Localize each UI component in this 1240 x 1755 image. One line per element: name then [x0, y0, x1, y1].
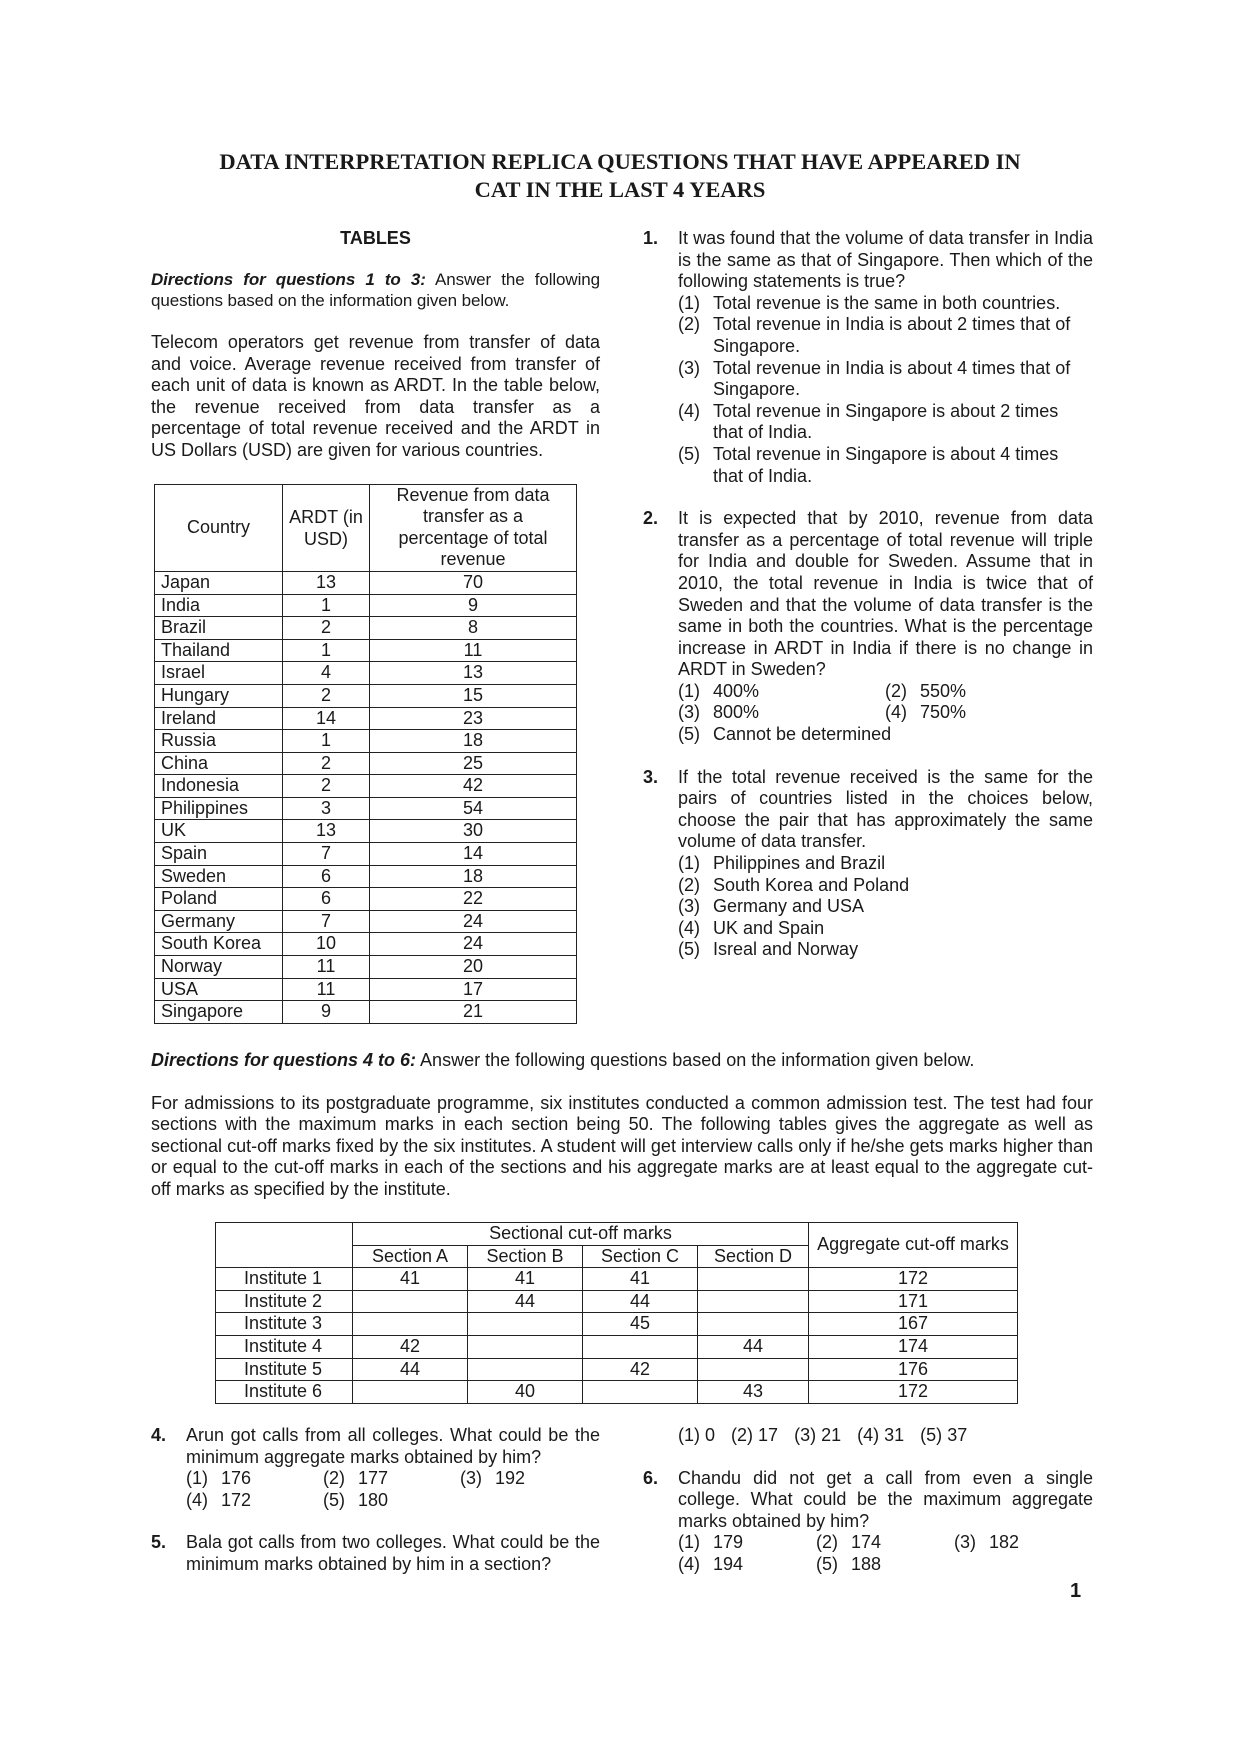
bottom-left-column	[151, 1425, 600, 1576]
revenue-percent-cell: 17	[370, 978, 577, 1001]
option-number: (1)	[186, 1468, 208, 1489]
table-row	[155, 684, 577, 707]
option-number: (3)	[460, 1468, 482, 1489]
header-aggregate: Aggregate cut-off marks	[809, 1223, 1018, 1268]
revenue-percent-cell: 11	[370, 639, 577, 662]
table-row	[155, 956, 577, 979]
country-cell: Thailand	[155, 639, 283, 662]
table-row	[155, 571, 577, 594]
table-row	[155, 752, 577, 775]
table-header-row	[155, 484, 577, 571]
country-cell: Spain	[155, 843, 283, 866]
ardt-cell: 7	[283, 910, 370, 933]
header-section-a: Section A	[353, 1245, 468, 1268]
option	[678, 1554, 816, 1576]
section-d-cell: 44	[698, 1335, 809, 1358]
option-text: 176	[221, 1468, 252, 1489]
option-text: 0	[705, 1425, 716, 1445]
option-number: (4)	[678, 917, 700, 938]
option-text: 180	[358, 1489, 389, 1510]
directions-2-text: Answer the following questions based on the information given below.	[416, 1050, 975, 1070]
directions-1-label: Directions for questions 1 to 3:	[151, 270, 426, 289]
option-number: (2)	[816, 1532, 838, 1553]
section-d-cell	[698, 1290, 809, 1313]
option-number: (5)	[678, 939, 700, 960]
question-stem: If the total revenue received is the same for the pairs of countries listed in the choices below, choose the pair that has approximately the same volume of data transfer.	[678, 766, 1093, 852]
country-cell: USA	[155, 978, 283, 1001]
option-number: (5)	[920, 1425, 943, 1445]
table-row	[155, 933, 577, 956]
country-cell: Japan	[155, 571, 283, 594]
option-text: Total revenue is the same in both countries.	[713, 292, 1061, 313]
table-row	[155, 978, 577, 1001]
country-cell: Philippines	[155, 797, 283, 820]
ardt-cell: 1	[283, 594, 370, 617]
option-row	[678, 681, 1093, 703]
option-number: (4)	[186, 1489, 208, 1510]
ardt-cell: 11	[283, 978, 370, 1001]
directions-2-block	[151, 1050, 1093, 1201]
section-b-cell: 41	[468, 1268, 583, 1291]
table-row	[155, 797, 577, 820]
section-a-cell: 41	[353, 1268, 468, 1291]
option-text: 550%	[920, 680, 967, 701]
passage-1: Telecom operators get revenue from transfer of data and voice. Average revenue received from transfer of each unit of data is known as ARDT. In the table below, the revenue received from data transfer as a percentage of total revenue received and the ARDT in US Dollars (USD) are given for various countries.	[151, 332, 600, 460]
section-d-cell	[698, 1268, 809, 1291]
ardt-cell: 6	[283, 865, 370, 888]
aggregate-cell: 176	[809, 1358, 1018, 1381]
option-number: (3)	[954, 1532, 976, 1553]
table-row	[155, 594, 577, 617]
country-cell: Indonesia	[155, 775, 283, 798]
ardt-cell: 9	[283, 1001, 370, 1024]
institute-cell: Institute 4	[216, 1335, 353, 1358]
option-number: (2)	[678, 874, 700, 895]
question-stem: Bala got calls from two colleges. What could be the minimum marks obtained by him in a section?	[186, 1532, 600, 1574]
option-text: Isreal and Norway	[713, 939, 859, 960]
option-number: (2)	[731, 1425, 754, 1445]
option	[323, 1490, 388, 1512]
institute-cell: Institute 5	[216, 1358, 353, 1381]
option	[460, 1468, 525, 1490]
option-number: (4)	[885, 702, 907, 723]
ardt-cell: 1	[283, 730, 370, 753]
country-cell: Ireland	[155, 707, 283, 730]
option-number: (2)	[323, 1468, 345, 1489]
option	[857, 1425, 904, 1447]
ardt-cell: 10	[283, 933, 370, 956]
aggregate-cell: 172	[809, 1268, 1018, 1291]
option	[678, 444, 1093, 487]
option-number: (5)	[678, 724, 700, 745]
revenue-percent-cell: 23	[370, 707, 577, 730]
ardt-cell: 6	[283, 888, 370, 911]
option	[678, 702, 885, 724]
option	[794, 1425, 841, 1447]
option-text: 21	[821, 1425, 842, 1445]
section-a-cell	[353, 1313, 468, 1336]
ardt-cell: 2	[283, 752, 370, 775]
option-number: (2)	[885, 680, 907, 701]
option-row	[186, 1468, 600, 1490]
question-6	[643, 1468, 1093, 1576]
revenue-percent-cell: 30	[370, 820, 577, 843]
option-text: 172	[221, 1489, 252, 1510]
option-text: 17	[758, 1425, 779, 1445]
bottom-right-column	[643, 1425, 1093, 1576]
table-row	[155, 617, 577, 640]
directions-2-label: Directions for questions 4 to 6:	[151, 1050, 417, 1070]
section-d-cell	[698, 1313, 809, 1336]
option	[885, 681, 966, 703]
revenue-percent-cell: 14	[370, 843, 577, 866]
question-number: 6.	[643, 1467, 659, 1488]
table-row	[216, 1335, 1018, 1358]
table-row	[155, 865, 577, 888]
header-empty	[216, 1223, 353, 1268]
section-b-cell	[468, 1335, 583, 1358]
table-row	[155, 820, 577, 843]
section-a-cell	[353, 1381, 468, 1404]
table-row	[155, 910, 577, 933]
cutoff-table-body	[216, 1268, 1018, 1404]
ardt-cell: 2	[283, 617, 370, 640]
directions-1-text: Answer the following questions based on the information given below.	[151, 270, 600, 310]
question-stem: It is expected that by 2010, revenue from data transfer as a percentage of total revenue will triple for India and double for Sweden. Assume that in 2010, the total revenue in India is twice that of Sweden and that the volume of data transfer is the same in both the countries. What is the percentage increase in ARDT in India if there is no change in ARDT in Sweden?	[678, 508, 1093, 680]
country-cell: Norway	[155, 956, 283, 979]
section-b-cell: 44	[468, 1290, 583, 1313]
table-row	[155, 730, 577, 753]
option-text: Total revenue in India is about 2 times that of Singapore.	[713, 314, 1071, 356]
revenue-percent-cell: 18	[370, 865, 577, 888]
question-stem: Arun got calls from all colleges. What could be the minimum aggregate marks obtained by him?	[186, 1425, 600, 1467]
country-cell: Brazil	[155, 617, 283, 640]
option-number: (5)	[678, 443, 700, 464]
option	[678, 896, 1093, 918]
ardt-cell: 7	[283, 843, 370, 866]
country-cell: Russia	[155, 730, 283, 753]
option-text: Total revenue in Singapore is about 4 times that of India.	[713, 443, 1059, 486]
option-text: 800%	[713, 702, 760, 723]
section-d-cell	[698, 1358, 809, 1381]
revenue-percent-cell: 21	[370, 1001, 577, 1024]
directions-2	[151, 1050, 1093, 1072]
option-number: (4)	[678, 400, 700, 421]
option	[678, 1532, 816, 1554]
revenue-percent-cell: 24	[370, 910, 577, 933]
option	[678, 401, 1093, 444]
revenue-percent-cell: 54	[370, 797, 577, 820]
revenue-percent-cell: 42	[370, 775, 577, 798]
table-row	[155, 1001, 577, 1024]
question-number: 3.	[643, 766, 659, 787]
section-c-cell: 41	[583, 1268, 698, 1291]
ardt-cell: 13	[283, 571, 370, 594]
ardt-cell: 11	[283, 956, 370, 979]
header-section-b: Section B	[468, 1245, 583, 1268]
option-number: (3)	[678, 702, 700, 723]
option-text: 192	[495, 1468, 526, 1489]
option-number: (3)	[794, 1425, 817, 1445]
option-number: (1)	[678, 680, 700, 701]
header-country: Country	[155, 484, 283, 571]
option	[678, 1425, 715, 1447]
option-text: 177	[358, 1468, 389, 1489]
country-cell: Germany	[155, 910, 283, 933]
option-text: 400%	[713, 680, 760, 701]
table-row	[155, 888, 577, 911]
option	[954, 1532, 1019, 1554]
ardt-cell: 1	[283, 639, 370, 662]
section-c-cell	[583, 1381, 698, 1404]
institute-cell: Institute 1	[216, 1268, 353, 1291]
option-text: Total revenue in Singapore is about 2 times that of India.	[713, 400, 1059, 443]
revenue-percent-cell: 22	[370, 888, 577, 911]
country-cell: South Korea	[155, 933, 283, 956]
header-ardt: ARDT (in USD)	[283, 484, 370, 571]
section-c-cell	[583, 1335, 698, 1358]
directions-1	[151, 269, 600, 311]
page-number: 1	[1070, 1580, 1082, 1602]
option	[816, 1554, 881, 1576]
ardt-table-body	[155, 571, 577, 1023]
ardt-cell: 14	[283, 707, 370, 730]
option	[678, 875, 1093, 897]
option	[323, 1468, 460, 1490]
option-text: 174	[851, 1532, 882, 1553]
right-column	[643, 228, 1093, 961]
question-5	[151, 1532, 600, 1575]
institute-cell: Institute 3	[216, 1313, 353, 1336]
header-revenue-percent: Revenue from data transfer as a percentage of total revenue	[370, 484, 577, 571]
revenue-percent-cell: 25	[370, 752, 577, 775]
aggregate-cell: 167	[809, 1313, 1018, 1336]
question-stem: It was found that the volume of data transfer in India is the same as that of Singapore. Then which of the following statements is true?	[678, 228, 1093, 292]
option	[678, 724, 1093, 746]
section-b-cell	[468, 1313, 583, 1336]
option-number: (3)	[678, 357, 700, 378]
option-number: (5)	[323, 1489, 345, 1510]
question-number: 4.	[151, 1425, 167, 1445]
option-number: (4)	[678, 1553, 700, 1574]
country-cell: India	[155, 594, 283, 617]
institute-cell: Institute 6	[216, 1381, 353, 1404]
option-number: (1)	[678, 1425, 700, 1445]
ardt-cell: 13	[283, 820, 370, 843]
country-cell: China	[155, 752, 283, 775]
section-a-cell: 44	[353, 1358, 468, 1381]
question-4	[151, 1425, 600, 1511]
table-row	[216, 1358, 1018, 1381]
option	[731, 1425, 778, 1447]
option-number: (4)	[857, 1425, 880, 1445]
table-row	[216, 1290, 1018, 1313]
option-text: UK and Spain	[713, 917, 825, 938]
option-text: 179	[713, 1532, 744, 1553]
table-header-row	[216, 1223, 1018, 1246]
passage-2: For admissions to its postgraduate programme, six institutes conducted a common admission test. The test had four sections with the maximum marks in each section being 50. The following tables gives the aggregate as well as sectional cut-off marks fixed by the six institutes. A student will get interview calls only if he/she gets marks higher than or equal to the cut-off marks in each of the sections and his aggregate marks are at least equal to the aggregate cut-off marks as specified by the institute.	[151, 1092, 1093, 1199]
section-c-cell: 44	[583, 1290, 698, 1313]
aggregate-cell: 172	[809, 1381, 1018, 1404]
option	[678, 293, 1093, 315]
title-line-1: DATA INTERPRETATION REPLICA QUESTIONS THAT HAVE APPEARED IN	[219, 149, 1021, 174]
section-b-cell: 40	[468, 1381, 583, 1404]
option	[678, 918, 1093, 940]
option-row	[678, 1554, 1093, 1576]
table-row	[216, 1381, 1018, 1404]
option-text: South Korea and Poland	[713, 874, 910, 895]
revenue-percent-cell: 8	[370, 617, 577, 640]
ardt-table	[154, 484, 577, 1024]
table-row	[155, 843, 577, 866]
option-text: 194	[713, 1553, 744, 1574]
ardt-cell: 4	[283, 662, 370, 685]
option	[920, 1425, 967, 1447]
question-3	[643, 767, 1093, 961]
option-number: (2)	[678, 314, 700, 335]
option	[678, 939, 1093, 961]
option-text: 37	[947, 1425, 968, 1445]
option	[885, 702, 966, 724]
option-text: Germany and USA	[713, 896, 865, 917]
table-row	[155, 707, 577, 730]
ardt-cell: 2	[283, 775, 370, 798]
option-row	[678, 1532, 1093, 1554]
aggregate-cell: 171	[809, 1290, 1018, 1313]
left-column	[151, 228, 600, 1024]
table-row	[155, 639, 577, 662]
option-number: (3)	[678, 896, 700, 917]
option	[816, 1532, 954, 1554]
section-a-cell: 42	[353, 1335, 468, 1358]
question-number: 2.	[643, 508, 659, 529]
table-row	[155, 662, 577, 685]
option-row	[678, 702, 1093, 724]
table-row	[155, 775, 577, 798]
country-cell: Poland	[155, 888, 283, 911]
country-cell: Israel	[155, 662, 283, 685]
option	[186, 1468, 323, 1490]
aggregate-cell: 174	[809, 1335, 1018, 1358]
option	[678, 681, 885, 703]
section-a-cell	[353, 1290, 468, 1313]
question-2	[643, 508, 1093, 746]
ardt-cell: 3	[283, 797, 370, 820]
option-number: (5)	[816, 1553, 838, 1574]
cutoff-table	[215, 1222, 1018, 1404]
page-title	[150, 148, 1090, 204]
question-number: 1.	[643, 228, 659, 248]
revenue-percent-cell: 18	[370, 730, 577, 753]
option-text: 182	[989, 1532, 1020, 1553]
table-row	[216, 1268, 1018, 1291]
question-stem: Chandu did not get a call from even a single college. What could be the maximum aggregate marks obtained by him?	[678, 1467, 1093, 1531]
question-1	[643, 228, 1093, 487]
country-cell: Singapore	[155, 1001, 283, 1024]
institute-cell: Institute 2	[216, 1290, 353, 1313]
title-line-2: CAT IN THE LAST 4 YEARS	[474, 177, 766, 202]
header-section-d: Section D	[698, 1245, 809, 1268]
header-section-c: Section C	[583, 1245, 698, 1268]
option-text: 188	[851, 1553, 882, 1574]
option-text: Total revenue in India is about 4 times that of Singapore.	[713, 357, 1071, 400]
option-number: (1)	[678, 853, 700, 874]
option-text: Philippines and Brazil	[713, 853, 886, 874]
section-c-cell: 45	[583, 1313, 698, 1336]
revenue-percent-cell: 13	[370, 662, 577, 685]
section-b-cell	[468, 1358, 583, 1381]
option-row	[186, 1490, 600, 1512]
revenue-percent-cell: 24	[370, 933, 577, 956]
option	[678, 358, 1093, 401]
revenue-percent-cell: 20	[370, 956, 577, 979]
section-d-cell: 43	[698, 1381, 809, 1404]
table-row	[216, 1313, 1018, 1336]
option	[678, 314, 1093, 357]
header-sectional: Sectional cut-off marks	[353, 1223, 809, 1246]
option-number: (1)	[678, 1532, 700, 1553]
option-text: 31	[884, 1425, 905, 1445]
option-text: 750%	[920, 702, 967, 723]
option	[678, 853, 1093, 875]
country-cell: UK	[155, 820, 283, 843]
question-number: 5.	[151, 1532, 167, 1553]
revenue-percent-cell: 9	[370, 594, 577, 617]
section-c-cell: 42	[583, 1358, 698, 1381]
section-heading: TABLES	[340, 228, 411, 248]
country-cell: Hungary	[155, 684, 283, 707]
revenue-percent-cell: 70	[370, 571, 577, 594]
q5-option-row	[643, 1425, 1093, 1447]
option-number: (1)	[678, 292, 700, 313]
option	[186, 1490, 323, 1512]
option-text: Cannot be determined	[713, 724, 892, 745]
ardt-cell: 2	[283, 684, 370, 707]
option-list	[678, 293, 1093, 487]
country-cell: Sweden	[155, 865, 283, 888]
revenue-percent-cell: 15	[370, 684, 577, 707]
